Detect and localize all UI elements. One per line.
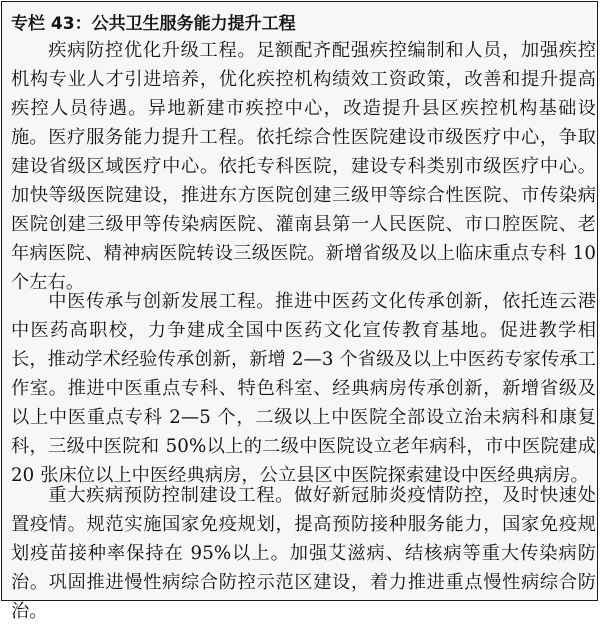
special-column-panel [1, 1, 598, 622]
paragraph-medical-service: 医疗服务能力提升工程。依托综合性医院建设市级医疗中心，争取建设省级区域医疗中心。依托专科医院，建设专科类别市级医疗中心。加快等级医院建设，推进东方医院创建三级甲等综合性医院、市传染病医院创建三级甲等传染病医院、灌南县第一人民医院、市口腔医院、老年病医院、精神病医院转设三级医院。新增省级及以上临床重点专科 10 个左右。 [11, 127, 596, 293]
paragraph-major-disease-prevention: 重大疾病预防控制建设工程。做好新冠肺炎疫情防控，及时快速处置疫情。规范实施国家免疫规划，提高预防接种服务能力，国家免疫规划疫苗接种率保持在 95%以上。加强艾滋病、结核病等重大传染病防治。巩固推进慢性病综合防控示范区建设，着力推进重点慢性病综合防治。 [11, 485, 596, 622]
panel-title: 专栏 43：公共卫生服务能力提升工程 [11, 14, 296, 34]
paragraph-tcm-development: 中医传承与创新发展工程。推进中医药文化传承创新，依托连云港中医药高职校，力争建成全国中医药文化宣传教育基地。促进教学相长，推动学术经验传承创新，新增 2—3 个省级及以上中医药专家传承工作室。推进中医重点专科、特色科室、经典病房传承创新，新增省级及以上中医重点专科 2—5 个，二级以上中医院全部设立治未病科和康复科，三级中医院和 50%以上的二级中医院设立老年病科，市中医院建成 20 张床位以上中医经典病房，公立县区中医院探索建设中医经典病房。 [11, 291, 596, 486]
paragraph-disease-control: 疾病防控优化升级工程。足额配齐配强疾控编制和人员，加强疾控机构专业人才引进培养，优化疾控机构绩效工资政策，改善和提升提高疾控人员待遇。异地新建市疾控中心，改造提升县区疾控机构基础设施。 [11, 40, 596, 148]
